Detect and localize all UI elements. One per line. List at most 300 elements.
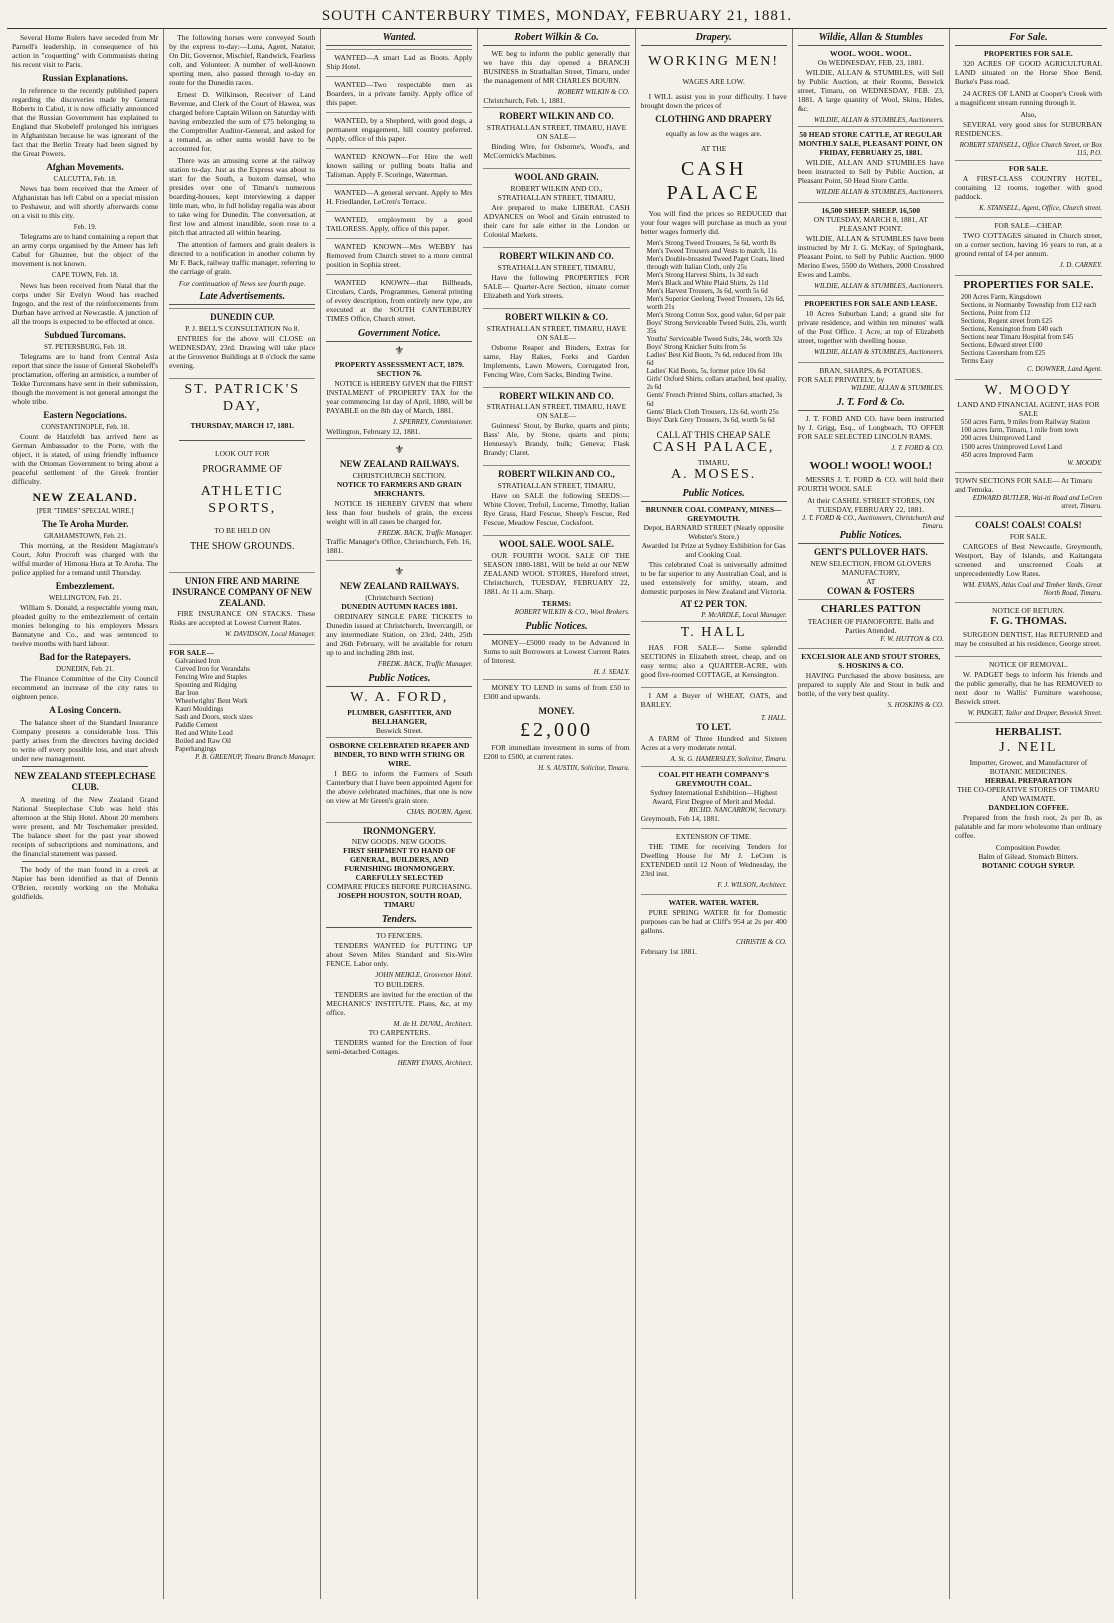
heading-public-notices: Public Notices. <box>483 621 629 635</box>
ad-return <box>955 602 1102 653</box>
ad-subtitle: Importer, Grower, and Manufacturer of BOTANIC MEDICINES. <box>969 757 1088 776</box>
ad-composition: Composition Powder. <box>995 842 1061 852</box>
ad-signature: T. HALL. <box>760 714 787 723</box>
money-lend: MONEY TO LEND in sums of from £50 to £300 and upwards. <box>483 679 629 704</box>
ad-title: NOTICE OF RETURN. <box>992 606 1065 616</box>
ad-signature: J. T. FORD & CO., Auctioneers, Christchurch and Timaru. <box>802 513 944 530</box>
ad-title: ROBERT WILKIN AND CO., <box>498 469 615 480</box>
ad-signature: J. D. CARNEY. <box>1059 261 1102 270</box>
article-afghan: News has been received that the Ameer of Afghanistan has left Cabul on a special mission to Peshawur, and will shortly afterwards come on a visit to this city. <box>12 183 159 220</box>
ad-title: NEW ZEALAND RAILWAYS. <box>339 581 459 592</box>
list-item: Sections, Kensington from £40 each <box>960 324 1063 333</box>
ad-equally: equally as low as the wages are. <box>665 128 762 138</box>
ad-title: WOOL AND GRAIN. <box>514 172 599 183</box>
list-item: Paperhangings <box>175 745 217 754</box>
list-item: Ladies' Best Kid Boots, 7s 6d, reduced from 10s 6d <box>646 351 782 368</box>
ad-body: HAS FOR SALE— Some splendid SECTIONS in Elizabeth street, cheap, and on easy terms; also a QUARTER-ACRE, with good five-roomed COTTAGE, at Kensington. <box>640 643 787 680</box>
divider <box>22 766 148 767</box>
list-item: Paddle Cement <box>175 721 218 730</box>
ad-signature: WILDIE, ALLAN & STUMBLES, Auctioneers. <box>814 348 944 357</box>
ad-title: EXTENSION OF TIME. <box>675 832 752 842</box>
crest-icon: ⚜ <box>394 443 405 456</box>
list-item: 550 acres Farm, 9 miles from Railway Station <box>960 418 1090 427</box>
list-item: Boys' Strong Serviceable Tweed Suits, 23s, worth 35s <box>646 319 787 336</box>
ad-clothing: CLOTHING AND DRAPERY <box>655 113 772 124</box>
wilkin-intro: WE beg to inform the public generally that we have this day opened a BRANCH BUSINESS in Strathallan Street, Timaru, under the management of MR CHARLES BOURN. <box>483 49 630 85</box>
ad-signature: P. B. GREENUP, Timaru Branch Manager. <box>195 753 316 762</box>
ad-coop: THE CO-OPERATIVE STORES OF TIMARU AND WAIMATE. <box>957 784 1100 803</box>
ad-herbalist <box>955 722 1102 873</box>
ad-signature: CHAS. BOURN, Agent. <box>406 808 473 817</box>
ad-hats-at: AT <box>866 577 876 587</box>
heading-ford: J. T. Ford & Co. <box>798 397 944 411</box>
ad-title: DUNEDIN CUP. <box>210 312 275 322</box>
ad-wheat: I AM a Buyer of WHEAT, OATS, and BARLEY. <box>641 687 787 712</box>
money-body: FOR immediate investment in sums of from £200 to £500, at current rates. <box>483 742 630 761</box>
list-item: Sections, Point from £12 <box>960 308 1031 317</box>
ad-body: Binding Wire, for Osborne's, Wood's, and McCormick's Machines. <box>483 142 630 161</box>
tender-signature: HENRY EVANS, Architect. <box>397 1059 473 1068</box>
ad-wool-sale <box>483 535 629 619</box>
list-item: Men's Strong Harvest Shirts, 1s 3d each <box>646 270 759 279</box>
money-heading: MONEY. <box>538 705 575 716</box>
ad-signature: WILDIE, ALLAN & STUMBLES, Auctioneers. <box>814 281 944 290</box>
list-item: Curved Iron for Verandahs <box>175 664 250 673</box>
gov-body: NOTICE is HEREBY GIVEN that the FIRST INSTALMENT of PROPERTY TAX for the year commencing 1st day of April, 1880, will be PAYABLE on the 8th day of March, 1881. <box>326 379 473 416</box>
list-item: 200 acres Unimproved Land <box>960 434 1041 443</box>
dateline: CALCUTTA, Feb. 18. <box>53 174 117 183</box>
ad-also-body: SEVERAL very good sites for SUBURBAN RESIDENCES. <box>954 120 1102 138</box>
list-item: Boiled and Raw Oil <box>175 737 231 746</box>
wanted-ad: WANTED KNOWN—that Billheads, Circulars, Cards, Programmes, General printing of every description, from entirely new type, are executed at the SOUTH CANTERBURY TIMES Office, Church street. <box>326 274 472 326</box>
ford-signature: J. T. FORD & CO. <box>891 443 944 452</box>
brunner-signature: P. McARDLE, Local Manager. <box>701 610 787 619</box>
wanted-ad: WANTED—Two respectable men as Boarders, in a private family. Apply office of this paper. <box>326 76 472 110</box>
ad-title: ROBERT WILKIN AND CO. <box>499 250 614 261</box>
ad-body: Guinness' Stout, by Burke, quarts and pints; Bass' Ale, by Stone, quarts and pints; Hennessy's Brandy, bulk; Geneva; Flask Brandy; Claret. <box>483 421 630 458</box>
ad-title: NOTICE OF REMOVAL. <box>989 659 1068 669</box>
list-item: Sections, Edward street £100 <box>960 341 1043 350</box>
ad-assist: I WILL assist you in your difficulty. I have brought down the prices of <box>640 91 787 110</box>
ad-title: NEW ZEALAND RAILWAYS. <box>339 458 459 469</box>
list-item: 100 acres farm, Timaru, 1 mile from town <box>960 426 1079 435</box>
ad-address: ROBERT WILKIN AND CO., STRATHALLAN STREET, TIMARU, <box>497 183 616 202</box>
ad-wool-title: WOOL. WOOL. WOOL. <box>829 49 912 58</box>
ad-24-acres: 24 ACRES OF LAND at Cooper's Creek with a magnificent stream running through it. <box>954 89 1102 107</box>
ad-hotel <box>955 160 1102 215</box>
ad-body: Have the following PROPERTIES FOR SALE— Quarter-Acre Section, situate corner Elizabeth and York streets. <box>483 272 630 300</box>
ad-terms: TERMS: <box>541 598 572 608</box>
ad-body: SURGEON DENTIST, Has RETURNED and may be consulted at his residence, George street. <box>954 629 1102 648</box>
ad-body: OUR FOURTH WOOL SALE OF THE SEASON 1880-1881, Will be held at our NEW ZEALAND WOOL STORES, Hereford street, Christchurch, TUESDAY, FEBRUARY 22, 1881. At 11 a.m. Sharp. <box>483 550 630 596</box>
ad-title: PROPERTIES FOR SALE. <box>984 49 1073 58</box>
ad-wool-wool: WOOL! WOOL! WOOL! <box>809 460 932 473</box>
ad-signature: W. MOODY. <box>1067 458 1102 467</box>
ad-body: Have on SALE the following SEEDS:— White Clover, Trefoil, Lucerne, Timothy, Italian Rye Grass, Hard Fescue, Sheep's Fescue, Red Fescue, Meadow Fescue, Cocksfoot. <box>483 491 630 528</box>
ad-bran <box>798 362 944 395</box>
ad-address: STRATHALLAN STREET, TIMARU, <box>497 481 616 491</box>
moody-list <box>955 418 1102 458</box>
ad-title: TOWN SECTIONS FOR SALE— At Timaru and Temuka. <box>954 475 1093 494</box>
ad-fourth: MESSRS J. T. FORD & CO. will hold their FOURTH WOOL SALE <box>797 474 944 493</box>
column-for-sale <box>950 29 1107 1599</box>
article-horses: The following horses were conveyed South by the express to-day:—Luna, Agent, Natator, On Dit, Governor, Mischief, Randwick, Fearless colt, and Volunteer. A number of well-known sporting men, also passed through to-day en route for the Dunedin races. <box>169 33 316 87</box>
dateline: WELLINGTON, Feb. 21. <box>48 593 122 602</box>
ad-body: I BEG to inform the Farmers of South Canterbury that I have been appointed Agent for the above celebrated machines, that one is now on view at Mr Green's grain store. <box>326 769 473 806</box>
article-railway-scene: There was an amusing scene at the railway station to-day. Just as the Express was about to start for the South, a buxom damsel, who presides over one of Timaru's numerous boarding-houses, kept interviewing a dapper little man, who, in full holiday regalia was about to take wing for Dunedin. The conversation, at first low and almost inaudible, soon rose to a pitch that attracted all within hearing. <box>169 156 316 237</box>
ad-compare: COMPARE PRICES BEFORE PURCHASING. <box>326 882 472 892</box>
ad-signature: FREDK. BACK, Traffic Manager. <box>377 528 473 537</box>
wanted-ad: WANTED KNOWN—Mrs WEBBY has Removed from Church street to a more central position in Sophia street. <box>326 238 472 272</box>
ad-wilkin-block <box>483 107 629 166</box>
column-wanted <box>321 29 478 1599</box>
continuation-note: For continuation of News see fourth page. <box>178 279 306 288</box>
list-item: Terms Easy <box>960 357 994 366</box>
ad-address: STRATHALLAN STREET, TIMARU, HAVE ON SALE— <box>486 402 627 421</box>
column-news-1 <box>7 29 164 1599</box>
ad-working-men: WORKING MEN! <box>648 54 780 69</box>
ad-title: PROPERTIES FOR SALE. <box>963 278 1094 291</box>
ad-body: A FIRST-CLASS COUNTRY HOTEL, containing 12 rooms, together with good paddock. <box>954 173 1102 201</box>
list-item: Sections, in Normanby Township from £12 each <box>960 300 1097 309</box>
dateline: Feb. 19. <box>73 222 97 231</box>
ad-cheap <box>955 217 1102 272</box>
ad-cash-palace-2: CASH PALACE, <box>652 440 775 456</box>
ad-body: ENTRIES for the above will CLOSE on WEDNESDAY, 23rd. Drawing will take place at the Grosvenor Buildings at 8 o'clock the same evening. <box>169 333 316 370</box>
wilkin-signature: ROBERT WILKIN & CO. <box>557 88 630 96</box>
heading-embezzle: Embezzlement. <box>55 581 115 592</box>
ad-cash-body: You will find the prices so REDUCED that your four wages will purchase as much as your better wages formerly did. <box>640 208 787 236</box>
ad-signature: K. STANSELL, Agent, Office, Church street. <box>979 203 1102 212</box>
ad-signature: RICHD. NANCARROW, Secretary. <box>689 805 787 814</box>
ad-title: FOR SALE. <box>1008 163 1048 173</box>
article-body-found: The body of the man found in a creek at Napier has been identified as that of Dennis O'Brien, recently working on the Mohaka goldfields. <box>12 864 159 901</box>
heading-wilkin: Robert Wilkin & Co. <box>483 32 629 46</box>
ad-title: CHARLES PATTON <box>820 602 921 615</box>
heading-wanted: Wanted. <box>326 32 472 46</box>
ad-wilkin-block <box>483 465 629 533</box>
brunner-body: This celebrated Coal is universally admitted to be far superior to any Australian Coal, and is used extensively for smithy, steam, and domestic purposes in New Zealand and Victoria. <box>640 560 787 597</box>
ad-body: HAVING Purchased the above business, are prepared to supply Ale and Stout in bulk and bottle, of the very best quality. <box>797 671 944 699</box>
heading-rate: Bad for the Ratepayers. <box>39 652 131 663</box>
article-home-rulers: Several Home Rulers have seceded from Mr Parnell's leadership, in consequence of his action in "coquetting" with Communists during his recent visit to Paris. <box>12 33 159 69</box>
ad-osborne <box>326 737 472 819</box>
list-item: Gents' Black Cloth Trousers, 12s 6d, worth 25s <box>646 407 779 416</box>
ad-signature: C. DOWNER, Land Agent. <box>1027 365 1102 374</box>
list-item: Kauri Mouldings <box>175 705 224 714</box>
tender-body: TENDERS WANTED for PUTTING UP about Seven Miles Standard and Six-Wire FENCE. Labor only. <box>326 941 473 969</box>
money-ad: MONEY—£5000 ready to be Advanced in Sums to suit Borrowers at Lowest Current Rates of Interest. <box>483 638 630 666</box>
ad-call: CALL AT THIS CHEAP SALE <box>656 429 771 440</box>
ad-held: TO BE HELD ON <box>214 525 271 535</box>
ad-dandelion: DANDELION COFFEE. <box>988 802 1069 812</box>
ad-water <box>641 894 787 958</box>
ad-title: FOR SALE— <box>169 647 214 657</box>
ad-title: EXCELSIOR ALE AND STOUT STORES, S. HOSKINS & CO. <box>801 652 941 671</box>
column-wildie <box>793 29 950 1599</box>
heading-russian: Russian Explanations. <box>42 73 128 83</box>
tender-body: TENDERS wanted for the Erection of four semi-detached Cottages. <box>326 1038 473 1057</box>
heading-tenders: Tenders. <box>326 914 472 928</box>
ad-removal <box>955 656 1102 720</box>
heading-steeplechase: NEW ZEALAND STEEPLECHASE CLUB. <box>14 771 156 793</box>
ad-subtitle: CHRISTCHURCH SECTION. <box>352 470 447 480</box>
list-item: Bar Iron <box>175 688 199 697</box>
ad-title: COAL PIT HEATH COMPANY'S GREYMOUTH COAL. <box>658 769 769 788</box>
column-drapery <box>636 29 793 1599</box>
heading-public-notices: Public Notices. <box>326 673 472 687</box>
ad-grounds: THE SHOW GROUNDS. <box>189 540 295 552</box>
gov-signature: J. SPERREY, Commissioner. <box>392 418 473 427</box>
ad-body: FOR SALE PRIVATELY, by <box>797 374 885 384</box>
ad-body: TEACHER OF PIANOFORTE. Balls and Parties Attended. <box>807 617 934 636</box>
newspaper-page <box>7 6 1107 1606</box>
dateline: ST. PETERSBURG, Feb. 18. <box>44 342 127 351</box>
article-wilkinson: Ernest D. Wilkinson, Receiver of Land Revenue, and Clerk of the Court of Hawea, was charged before Captain Wilson on Saturday with having embezzled the sum of £75 belonging to the Comptroller Auditor-General, and asked for a remand, as other sums would have to be accounted for. <box>169 90 316 153</box>
ad-properties-2 <box>955 275 1102 377</box>
ad-body: THE TIME for receiving Tenders for Dwelling House for Mr J. LeCren is EXTENDED until 12 Noon of Wednesday, the 23rd inst. <box>640 842 787 879</box>
list-item: Men's Double-breasted Tweed Paget Coats, lined through with Italian Cloth, only 25s <box>646 254 785 271</box>
ad-dandelion-body: Prepared from the fresh root, 2s per lb, as palatable and far more wholesome than ordinary coffee. <box>954 812 1102 840</box>
heading-drapery: Drapery. <box>641 32 787 46</box>
ad-signature: WILDIE, ALLAN & STUMBLES. <box>850 383 944 392</box>
tender-body: TENDERS are invited for the erection of the MECHANICS' INSTITUTE. Plans, &c, at my office. <box>326 989 473 1017</box>
ad-shipment: FIRST SHIPMENT TO HAND OF GENERAL, BUILDERS, AND FURNISHING IRONMONGERY. <box>343 846 456 874</box>
ad-title: PROPERTIES FOR SALE AND LEASE. <box>804 299 938 309</box>
ford-street: Beswick Street. <box>375 726 423 736</box>
crest-icon: ⚜ <box>394 565 405 578</box>
article-eastern: Count de Hatzfeldt has arrived here as German Ambassador to the Porte, with the object, it is stated, of using friendly influence with the Ottoman Government to bring about a peaceful settlement of the Greek frontier difficulty. <box>12 432 159 487</box>
crest-icon: ⚜ <box>394 345 405 357</box>
ad-wilkin-block <box>483 247 629 306</box>
tolet-signature: A. St. G. HAMERSLEY, Solicitor, Timaru. <box>670 755 787 764</box>
ad-signature: S. HOSKINS & CO. <box>887 701 944 710</box>
ford-body: J. T. FORD AND CO. have been instructed by J. Grigg, Esq., of Longbeach, TO OFFER FOR SALE SELECTED LINCOLN RAMS. <box>797 413 944 441</box>
ad-st-patricks <box>169 378 315 570</box>
ad-signature: CHRISTIE & CO. <box>735 938 787 947</box>
ad-body: TWO COTTAGES situated in Church street, on a corner section, having 16 years to run, at a ground rental of £4 per annum. <box>954 231 1102 259</box>
ad-subtitle: FOR SALE. <box>1009 531 1047 541</box>
ad-signature: FREDK. BACK, Traffic Manager. <box>377 659 473 668</box>
gov-date: Wellington, February 12, 1881. <box>326 426 421 436</box>
ad-date: Greymouth, Feb 14, 1881. <box>640 814 720 824</box>
ad-timaru: TIMARU, <box>697 458 730 468</box>
brunner-price: AT £2 PER TON. <box>680 599 748 610</box>
list-item: Sections near Timaru Hospital from £45 <box>960 332 1074 341</box>
wanted-ad: WANTED—A smart Lad as Boots. Apply Ship Hotel. <box>326 49 472 74</box>
ad-body: 10 Acres Suburban Land; a grand site for private residence, and within ten minutes' walk of the Post Office. 1 Acre, at top of Elizabeth street, together with dwelling house. <box>797 309 944 346</box>
wanted-ad: WANTED, by a Shepherd, with good dogs, a permanent engagement, hill country preferred. Apply, office of this paper. <box>326 112 472 146</box>
ad-railways-races <box>326 560 472 671</box>
ad-wages: WAGES ARE LOW. <box>682 76 745 86</box>
heading-wildie: Wildie, Allan & Stumbles <box>798 32 944 46</box>
list-item: Spouting and Ridging <box>175 680 237 689</box>
ad-union-insurance <box>169 572 315 642</box>
ad-name: J. NEIL <box>999 740 1058 756</box>
ad-cash-palace: CASH PALACE <box>666 157 761 204</box>
list-item: Youths' Serviceable Tweed Suits, 24s, worth 32s <box>646 335 783 344</box>
ad-hats-sub: NEW SELECTION, FROM GLOVERS MANUFACTORY, <box>810 559 932 578</box>
ad-body: FIRE INSURANCE ON STACKS. These Risks are accepted at Lowest Current Rates. <box>169 609 316 628</box>
ad-subtitle: LAND AND FINANCIAL AGENT, HAS FOR SALE <box>957 400 1100 419</box>
ad-dunedin-cup <box>169 308 315 376</box>
ford-trade: PLUMBER, GASFITTER, AND BELLHANGER, <box>347 708 452 727</box>
ad-patton <box>798 599 944 647</box>
ad-320-acres: 320 ACRES OF GOOD AGRICULTURAL LAND situated on the Horse Shoe Bend, Burke's Pass road. <box>954 59 1102 86</box>
ad-body: WILDIE, ALLAN AND STUMBLES have been instructed to Sell by Public Auction, at Pleasant Point, 50 Head Store Cattle. <box>797 158 944 186</box>
ad-moses: A. MOSES. <box>670 467 757 483</box>
ad-signature: WILDIE ALLAN & STUMBLES, Auctioneers. <box>815 188 944 197</box>
brunner-title: BRUNNER COAL COMPANY, MINES—GREYMOUTH. <box>645 505 782 524</box>
tender-title: TO FENCERS. <box>376 931 423 941</box>
ad-award: Sydney International Exhibition—Highest Award, First Degree of Merit and Medal. <box>650 787 778 806</box>
ad-event: DUNEDIN AUTUMN RACES 1881. <box>341 601 458 611</box>
columns <box>7 29 1107 1599</box>
price-list <box>641 239 787 424</box>
article-turcomans: Telegrams are to hand from Central Asia report that since the issue of General Skobeleff's proclamation, offering an armistice, a number of Tekke Turcomans have sent in their submission, though the movement is not general amongst the whole tribe. <box>12 351 159 406</box>
ad-moody <box>955 379 1102 470</box>
sale-items <box>169 657 315 754</box>
ad-athletic: ATHLETIC SPORTS, <box>200 484 284 517</box>
ad-title: FOR SALE—CHEAP. <box>994 221 1063 231</box>
money-signature: H. S. AUSTIN, Solicitor, Timaru. <box>538 763 630 772</box>
list-item: Sash and Doors, stock sizes <box>175 713 253 722</box>
ad-title: ROBERT WILKIN & CO. <box>505 311 608 322</box>
list-item: Girls' Oxford Shirts, collars attached, best quality, 2s 6d <box>646 375 787 392</box>
ad-lookout: LOOK OUT FOR <box>214 449 270 459</box>
ad-signature: W. DAVIDSON, Local Manager. <box>224 630 316 639</box>
divider <box>179 440 305 441</box>
ad-signature: ROBERT WILKIN & CO., Wool Brokers. <box>514 607 630 616</box>
ad-fourth-at: At their CASHEL STREET STORES, ON TUESDAY, FEBRUARY 22, 1881. <box>807 495 935 514</box>
ad-body: W. PADGET begs to inform his friends and the public generally, that he has REMOVED to next door to Wallis' Furniture warehouse, Beswick street. <box>954 669 1102 706</box>
ad-title: COALS! COALS! COALS! <box>975 519 1082 530</box>
ad-title: WOOL SALE. WOOL SALE. <box>498 539 615 550</box>
list-item: Ladies' Kid Boots, 5s, former price 10s 6d <box>646 367 766 376</box>
ad-date: ON TUESDAY, MARCH 8, 1881, AT PLEASANT POINT. <box>813 214 928 233</box>
ad-wilkin-block <box>483 308 629 385</box>
ad-town-sections <box>955 472 1102 514</box>
ad-title: BRAN, SHARPS, & POTATOES. <box>819 365 923 375</box>
property-list <box>955 293 1102 365</box>
tolet-body: A FARM of Three Hundred and Sixteen Acres at a very moderate rental. <box>640 734 787 753</box>
wilkin-date: Christchurch, Feb. 1, 1881. <box>483 96 566 106</box>
ad-ironmongery <box>326 822 472 913</box>
list-item: Boys' Dark Grey Trousers, 3s 6d, worth 5s 6d <box>646 415 775 424</box>
ad-signature: WILDIE, ALLAN & STUMBLES, Auctioneers. <box>814 116 944 124</box>
list-item: 1500 acres Unimproved Level Land <box>960 442 1062 451</box>
ad-title: 50 HEAD STORE CATTLE, AT REGULAR MONTHLY SALE, PLEASANT POINT, ON FRIDAY, FEBRUARY 25, 1881. <box>798 130 943 158</box>
heading-aroha: The Te Aroha Murder. <box>41 518 129 529</box>
money-amount: £2,000 <box>519 718 593 741</box>
ad-body: ORDINARY SINGLE FARE TICKETS to Dunedin issued at Christchurch, Invercargill, or any intermediate Station, on 23rd, 24th, 25th and 26th February, will be available for return up to and including 28th inst. <box>326 611 473 657</box>
ad-signature: EDWARD BUTLER, Wai-iti Road and LeCren street, Timaru. <box>972 493 1102 511</box>
tender-title: TO BUILDERS. <box>374 979 425 989</box>
tender-signature: M. de H. DUVAL, Architect. <box>393 1019 473 1028</box>
tolet-title: TO LET. <box>696 722 731 733</box>
list-item: Men's Strong Cotton Sox, good value, 6d per pair <box>646 311 786 320</box>
sub-heading: [PER "TIMES" SPECIAL WIRE.] <box>36 506 134 515</box>
ad-title: ROBERT WILKIN AND CO. <box>499 390 614 401</box>
tender-signature: JOHN MEIKLE, Grosvenor Hotel. <box>375 971 473 980</box>
list-item: Men's Harvest Trousers, 3s 6d, worth 5s 6d <box>646 286 768 295</box>
heading-turcomans: Subdued Turcomans. <box>44 329 126 340</box>
list-item: Red and White Lead <box>175 729 233 738</box>
ad-title: W. MOODY <box>984 382 1073 398</box>
heading-loss: A Losing Concern. <box>49 705 121 716</box>
ad-cattle <box>798 126 944 199</box>
ad-wilkin-block <box>483 387 629 464</box>
ad-title: OSBORNE CELEBRATED REAPER AND BINDER, TO BIND WITH STRING OR WIRE. <box>329 741 470 769</box>
ad-name: F. G. THOMAS. <box>990 615 1067 628</box>
ad-address: STRATHALLAN STREET, TIMARU, HAVE ON SALE— <box>486 323 627 342</box>
ad-body: NOTICE IS HEREBY GIVEN that where less than four bushels of grain, the excess weight will in all cases be charged for. <box>326 498 473 526</box>
ad-title: HERBALIST. <box>995 725 1062 738</box>
ad-title: IRONMONGERY. <box>363 825 436 836</box>
ad-sheep <box>798 202 944 293</box>
ad-herbal: HERBAL PREPARATION <box>984 775 1072 785</box>
ad-careful: CAREFULLY SELECTED <box>355 873 444 883</box>
ad-signature: W. PADGET, Tailor and Draper, Beswick Street. <box>967 708 1102 717</box>
article-aroha: This morning, at the Resident Magistrate's Court, John Procroft was charged with the wilful murder of Himona Hura at Te Aroha. The police applied for a remand until Thursday. <box>12 541 159 578</box>
heading-public-notices: Public Notices. <box>641 488 787 502</box>
ad-wilkin-block <box>483 168 629 245</box>
column-news-2 <box>164 29 321 1599</box>
ad-signature: F. W. HUTTON & CO. <box>880 635 944 644</box>
ad-coals <box>955 516 1102 601</box>
heading-new-zealand: NEW ZEALAND. <box>32 490 138 505</box>
brunner-depot: Depot, BARNARD STREET (Nearly opposite Webster's Store.) <box>643 523 784 542</box>
dateline: CONSTANTINOPLE, Feb. 18. <box>41 422 130 431</box>
ad-wool-date: On WEDNESDAY, FEB. 23, 1881. <box>817 58 924 67</box>
ad-signature: ROBERT STANSELL, Office Church Street, or Box 115, P.O. <box>959 141 1102 158</box>
list-item: Men's Superior Geelong Tweed Trousers, 12s 6d, worth 21s <box>646 294 785 311</box>
article-afghan-2: Telegrams are to hand containing a report that an army corps organised by the Ameer has left Cabul for Ghuznee, but the object of the movement is not known. <box>12 232 159 269</box>
list-item: Men's Tweed Trousers and Vests to match, 11s <box>646 246 777 255</box>
list-item: Men's Black and White Plaid Shirts, 2s 11d <box>646 278 768 287</box>
tender-title: TO CARPENTERS. <box>368 1028 431 1038</box>
column-wilkin <box>478 29 635 1599</box>
ad-ale <box>798 648 944 712</box>
ad-signature: JOSEPH HOUSTON, SOUTH ROAD, TIMARU <box>337 891 462 910</box>
ad-title: UNION FIRE AND MARINE INSURANCE COMPANY OF NEW ZEALAND. <box>172 575 313 608</box>
ad-hats-sig: COWAN & FOSTERS <box>827 586 915 597</box>
ad-title: WATER. WATER. WATER. <box>668 898 759 908</box>
ad-signature: WM. EVANS, Atlas Coal and Timber Yards, Great North Road, Timaru. <box>962 580 1102 597</box>
ad-title: 16,500 SHEEP. SHEEP. 16,500 <box>821 205 920 215</box>
ad-properties <box>798 295 944 359</box>
ad-railways-grain <box>326 438 472 558</box>
list-item: Wheelwrights' Bent Work <box>175 697 248 705</box>
article-grain-notice: The attention of farmers and grain dealers is directed to a notification in another column by Mr F. Back, railway traffic manager, referring to the carriage of grain. <box>169 240 316 276</box>
brunner-award: Awarded 1st Prize at Sydney Exhibition for Gas and Cooking Coal. <box>641 541 786 560</box>
heading-eastern: Eastern Negociations. <box>43 409 127 420</box>
money-signature: H. J. SEALY. <box>593 668 630 677</box>
heading-public-notices: Public Notices. <box>798 530 944 544</box>
list-item: 200 Acres Farm, Kingsdown <box>960 292 1042 301</box>
list-item: Fencing Wire and Staples <box>175 672 247 681</box>
ad-extension <box>641 828 787 892</box>
heading-afghan: Afghan Movements. <box>46 161 124 172</box>
ad-programme: PROGRAMME OF <box>202 464 283 476</box>
dateline: GRAHAMSTOWN, Feb. 21. <box>44 531 127 540</box>
ad-at-the: AT THE <box>700 143 727 153</box>
ad-notice: NOTICE TO FARMERS AND GRAIN MERCHANTS. <box>336 479 462 498</box>
ad-body: Osborne Reaper and Binders, Extras for same, Hay Rakes, Forks and Garden Implements, Lawn Mowers, Corrugated Iron, Fencing Wire, Corn Sacks, Binding Twine. <box>483 342 630 379</box>
heading-government: Government Notice. <box>326 328 472 342</box>
list-item: Men's Strong Tweed Trousers, 5s 6d, worth 8s <box>646 238 777 247</box>
article-natal: News has been received from Natal that the corps under Sir Evelyn Wood has reached Ingogo, and the rest of the reinforcements from Durban have arrived at Newcastle. A junction of all the troops is expected to be effected at once. <box>12 280 159 326</box>
